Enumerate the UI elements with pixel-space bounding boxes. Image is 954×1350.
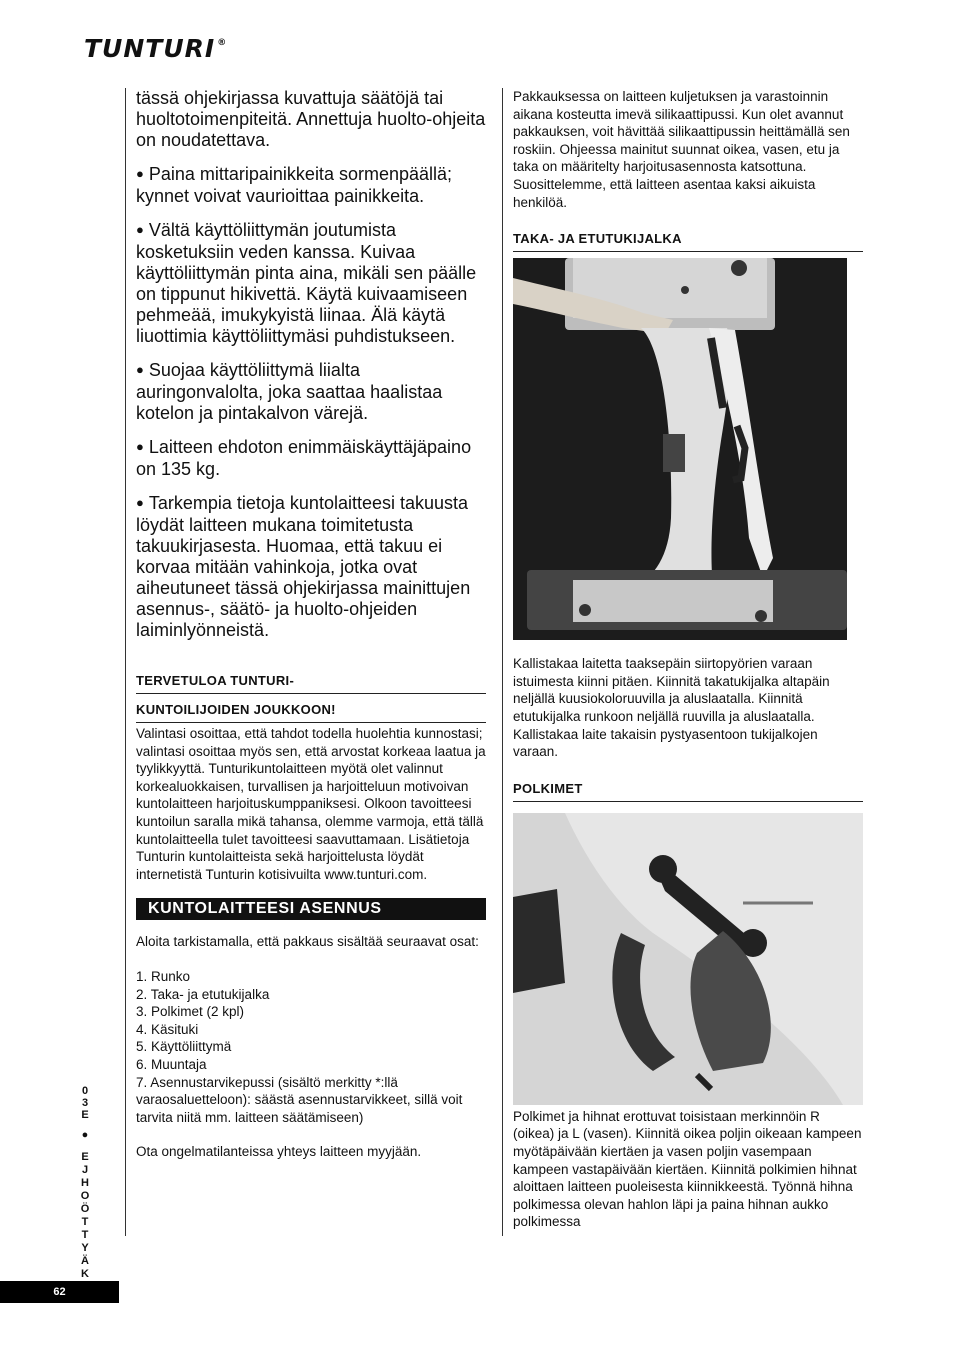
side-char: ● [81, 1129, 89, 1141]
left-column-rule [125, 88, 126, 1236]
list-item: 2. Taka- ja etutukijalka [136, 986, 270, 1002]
packaging-text: Pakkauksessa on laitteen kuljetuksen ja varastoinnin aikana kosteutta imevä silikaattipussi. Kun olet avannut pakkauksen, voit hävittää silikaattipussin heittämällä sen roskiin. Ohjeessa mainitut suunnat oikea, vasen, etu ja taka on määritelty harjoitusasennosta katsottuna. Suosittelemme, että laitteen asentaa kaksi aikuista henkilöä. [513, 89, 850, 210]
left-column [136, 88, 486, 1161]
pedals-heading: POLKIMET [513, 781, 863, 802]
list-item: 1. Runko [136, 968, 191, 984]
side-char: 3 [81, 1097, 89, 1109]
side-char: T [81, 1216, 89, 1228]
side-char: O [80, 1190, 90, 1202]
stand-assembly-photo [513, 258, 847, 640]
bullet-item: ● Paina mittaripainikkeita sormenpäällä; kynnet voivat vaurioittaa painikkeita. [136, 164, 486, 207]
side-char: Y [81, 1242, 89, 1254]
pedal-photo [513, 813, 863, 1105]
side-char: T [81, 1229, 89, 1241]
side-label [77, 1085, 93, 1280]
right-column [513, 88, 863, 1231]
stand-heading: TAKA- JA ETUTUKIJALKA [513, 231, 863, 252]
intro-paragraph: tässä ohjekirjassa kuvattuja säätöjä tai huoltotoimenpiteitä. Annettuja huolto-ohjeita on noudatettava. [136, 88, 486, 150]
page-number: 62 [0, 1281, 119, 1303]
registered-mark: ® [217, 38, 228, 48]
bullet-item: ● Laitteen ehdoton enimmäiskäyttäjäpaino on 135 kg. [136, 437, 486, 480]
parts-list [136, 968, 486, 1126]
pedals-text: Polkimet ja hihnat erottuvat toisistaan merkinnöin R (oikea) ja L (vasen). Kiinnitä oikea poljin oikeaan kampeen myötäpäivään kiertäen ja vasen poljin vasempaan kampeen vastapäivään kiertäen. Kiinnitä polkimien hihnat aloittaen laitteen puoleisesta kiinnikkeestä. Työnnä hihna polkimessa olevan hahlon läpi ja paina hihnan aukko polkimessa [513, 1108, 862, 1230]
brand-name: TUNTURI [84, 34, 216, 63]
list-item: 5. Käyttöliittymä [136, 1039, 232, 1055]
side-char: E [81, 1151, 89, 1163]
closing-note: Ota ongelmatilanteissa yhteys laitteen myyjään. [136, 1144, 422, 1160]
maintenance-instructions [136, 88, 486, 641]
bullet-item: ● Tarkempia tietoja kuntolaitteesi takuusta löydät laitteen mukana toimitetusta takuukirjasesta. Huomaa, että takuu ei korvaa mitään vahinkoja, jotka ovat aiheutuneet tässä ohjekirjassa mainittujen asennus-, säätö- ja huolto-ohjeiden laiminlyönneistä. [136, 493, 486, 641]
side-char: Ö [80, 1203, 90, 1215]
welcome-text: Valintasi osoittaa, että tahdot todella huolehtia kunnostasi; valintasi osoittaa myös sen, että arvostat korkeaa laatua ja tyylikkyyttä. Tunturikuntolaitteen myötä olet valinnut korkealuokkaisen, turvallisen ja harjoitteluun motivoivan kuntolaitteen harjoituskumppaniksesi. Olkoon tavoitteesi kuntoilun saralla mikä tahansa, olemme varmoja, että tällä kuntolaitteella tulet tavoitteesi saavuttamaan. Lisätietoja Tunturin kuntolaitteista sekä harjoittelusta löydät internetistä Tunturin kotisivuilta www.tunturi.com. [136, 726, 486, 882]
tunturi-logo [84, 34, 227, 63]
list-item: 7. Asennustarvikepussi (sisältö merkitty *:llä varaosaluetteloon): säästä asennustarvikkeet, sillä voit tarvita niitä mm. laitteen säätämiseen) [136, 1074, 463, 1125]
side-char: E [81, 1109, 89, 1121]
stand-text: Kallistakaa laitetta taaksepäin siirtopyörien varaan istuimesta kiinni pitäen. Kiinnitä takatukijalka altapäin neljällä kuusiokoloruuvilla ja aluslaatalla. Kiinnitä etutukijalka runkoon neljällä ruuvilla ja aluslaatalla. Kallistakaa laite takaisin pystyasentoon tukijalkojen varaan. [513, 656, 830, 760]
side-char: K [81, 1268, 89, 1280]
assembly-intro: Aloita tarkistamalla, että pakkaus sisältää seuraavat osat: [136, 934, 479, 950]
side-char: H [81, 1177, 89, 1189]
list-item: 6. Muuntaja [136, 1056, 207, 1072]
list-item: 3. Polkimet (2 kpl) [136, 1004, 245, 1020]
side-char: Ä [81, 1255, 89, 1267]
list-item: 4. Käsituki [136, 1021, 199, 1037]
assembly-heading: KUNTOLAITTEESI ASENNUS [136, 898, 486, 920]
center-column-rule [502, 88, 503, 1236]
bullet-item: ● Suojaa käyttöliittymä liialta auringonvalolta, joka saattaa haalistaa kotelon ja pintakalvon värejä. [136, 360, 486, 424]
welcome-heading: TERVETULOA TUNTURI- [136, 673, 486, 694]
bullet-item: ● Vältä käyttöliittymän joutumista kosketuksiin veden kanssa. Kuivaa käyttöliittymän pinta aina, mikäli sen päälle on tippunut hikivettä. Käytä kuivaamiseen pehmeää, imukykyistä liinaa. Älä käytä liuottimia käyttöliittymäsi puhdistukseen. [136, 220, 486, 347]
side-char: J [81, 1164, 89, 1176]
side-char: 0 [81, 1085, 89, 1097]
welcome-heading-continued: KUNTOILIJOIDEN JOUKKOON! [136, 702, 486, 723]
